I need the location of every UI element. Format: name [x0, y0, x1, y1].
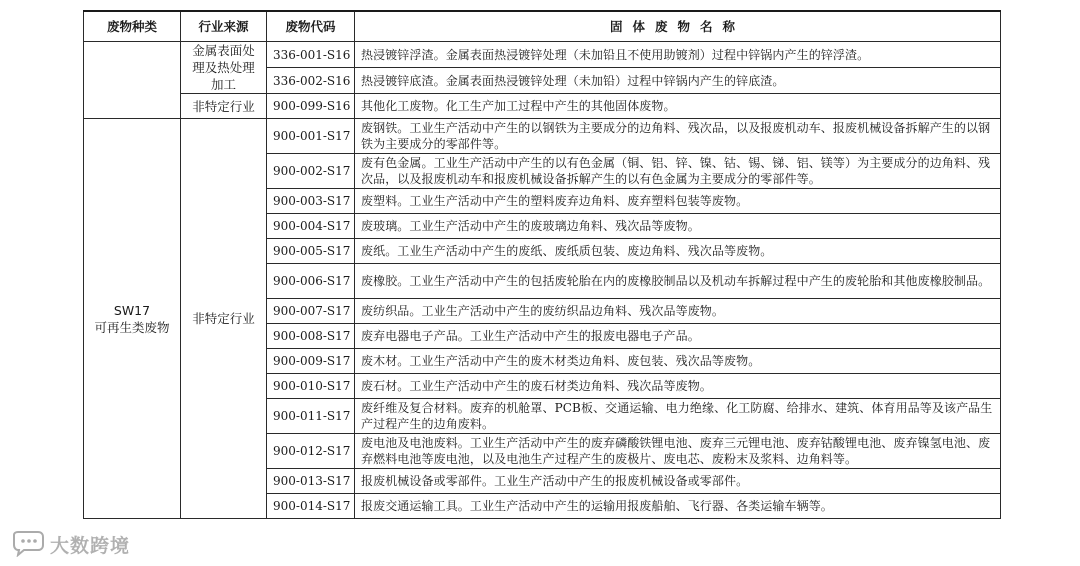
waste-code: 900-010-S17: [267, 374, 355, 399]
header-waste-code: 废物代码: [267, 11, 355, 42]
watermark-text: 大数跨境: [50, 534, 131, 557]
waste-description: 废纸。工业生产活动中产生的废纸、废纸质包装、废边角料、残次品等废物。: [355, 239, 1001, 264]
waste-code: 900-003-S17: [267, 189, 355, 214]
waste-description: 废纺织品。工业生产活动中产生的废纺织品边角料、残次品等废物。: [355, 299, 1001, 324]
waste-description: 废石材。工业生产活动中产生的废石材类边角料、残次品等废物。: [355, 374, 1001, 399]
table-header-row: [84, 11, 1001, 42]
waste-code: 900-002-S17: [267, 154, 355, 189]
waste-description: 其他化工废物。化工生产加工过程中产生的其他固体废物。: [355, 94, 1001, 119]
waste-code: 900-004-S17: [267, 214, 355, 239]
waste-code: 900-011-S17: [267, 399, 355, 434]
watermark: [8, 528, 130, 560]
header-industry-source: 行业来源: [181, 11, 267, 42]
table-row: [84, 42, 1001, 68]
category-cell-blank: [84, 42, 181, 119]
waste-description: 废纤维及复合材料。废弃的机舱罩、PCB板、交通运输、电力绝缘、化工防腐、给排水、建筑、体育用品等及该产品生产过程产生的边角废料。: [355, 399, 1001, 434]
waste-description: 废木材。工业生产活动中产生的废木材类边角料、废包装、残次品等废物。: [355, 349, 1001, 374]
industry-cell-non-specific: 非特定行业: [181, 94, 267, 119]
waste-description: 报废机械设备或零部件。工业生产活动中产生的报废机械设备或零部件。: [355, 469, 1001, 494]
table-row: [84, 94, 1001, 119]
waste-description: 废电池及电池废料。工业生产活动中产生的废弃磷酸铁锂电池、废弃三元锂电池、废弃钴酸锂电池、废弃镍氢电池、废弃燃料电池等废电池，以及电池生产过程产生的废极片、废电芯、废粉末及浆料、边角料等。: [355, 434, 1001, 469]
waste-description: 报废交通运输工具。工业生产活动中产生的运输用报废船舶、飞行器、各类运输车辆等。: [355, 494, 1001, 519]
waste-code: 900-005-S17: [267, 239, 355, 264]
industry-cell-metal-surface: 金属表面处理及热处理加工: [181, 42, 267, 94]
waste-description: 废弃电器电子产品。工业生产活动中产生的报废电器电子产品。: [355, 324, 1001, 349]
waste-code: 900-007-S17: [267, 299, 355, 324]
waste-description: 热浸镀锌底渣。金属表面热浸镀锌处理（未加铅）过程中锌锅内产生的锌底渣。: [355, 68, 1001, 94]
waste-description: 废橡胶。工业生产活动中产生的包括废轮胎在内的废橡胶制品以及机动车拆解过程中产生的废轮胎和其他废橡胶制品。: [355, 264, 1001, 299]
waste-code: 900-099-S16: [267, 94, 355, 119]
industry-cell-sw17: 非特定行业: [181, 119, 267, 519]
waste-code: 900-008-S17: [267, 324, 355, 349]
category-cell-sw17: [84, 119, 181, 519]
waste-code: 336-001-S16: [267, 42, 355, 68]
category-label: 可再生类废物: [94, 319, 170, 335]
header-waste-category: 废物种类: [84, 11, 181, 42]
waste-code: 900-013-S17: [267, 469, 355, 494]
waste-code: 900-001-S17: [267, 119, 355, 154]
chat-bubble-logo-icon: [8, 531, 46, 557]
waste-description: 热浸镀锌浮渣。金属表面热浸镀锌处理（未加铅且不使用助镀剂）过程中锌锅内产生的锌浮渣。: [355, 42, 1001, 68]
waste-code: 900-006-S17: [267, 264, 355, 299]
waste-code: 900-012-S17: [267, 434, 355, 469]
header-solid-waste-name: 固体废物名称: [355, 11, 1001, 42]
waste-description: 废塑料。工业生产活动中产生的塑料废弃边角料、废弃塑料包装等废物。: [355, 189, 1001, 214]
waste-description: 废有色金属。工业生产活动中产生的以有色金属（铜、铝、锌、镍、钴、锡、锑、铝、镁等）为主要成分的边角料、残次品，以及报废机动车和报废机械设备拆解产生的以有色金属为主要成分的零部件等。: [355, 154, 1001, 189]
waste-code: 900-009-S17: [267, 349, 355, 374]
waste-description: 废钢铁。工业生产活动中产生的以钢铁为主要成分的边角料、残次品，以及报废机动车、报废机械设备拆解产生的以钢铁为主要成分的零部件等。: [355, 119, 1001, 154]
table-row: [84, 119, 1001, 154]
category-code: SW17: [113, 302, 151, 318]
waste-code: 336-002-S16: [267, 68, 355, 94]
waste-code: 900-014-S17: [267, 494, 355, 519]
waste-description: 废玻璃。工业生产活动中产生的废玻璃边角料、残次品等废物。: [355, 214, 1001, 239]
solid-waste-table: [83, 10, 1001, 519]
